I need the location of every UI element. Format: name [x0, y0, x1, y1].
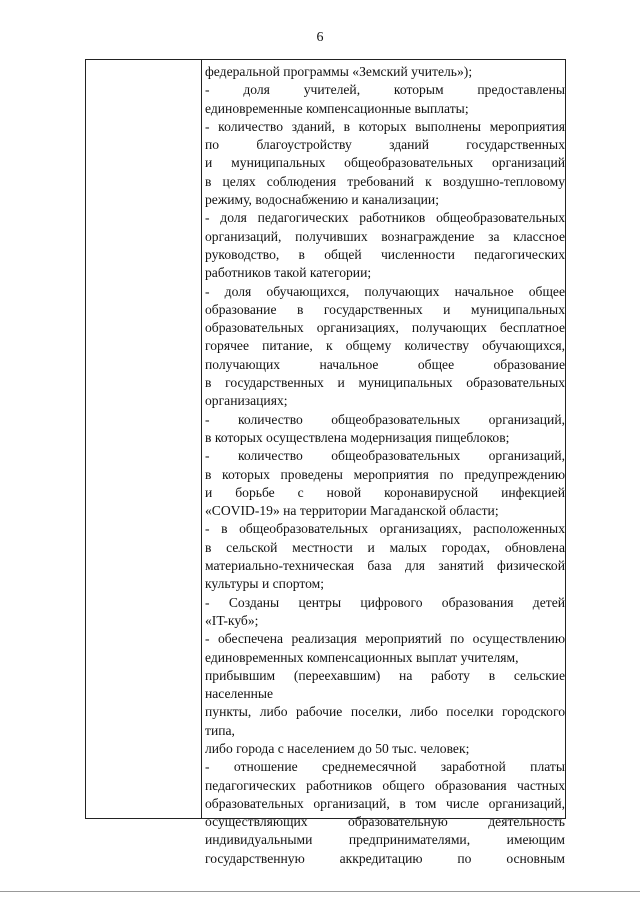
text-line: федеральной программы «Земский учитель»); [205, 64, 473, 79]
text-line: образование в государственных и муниципальных [205, 301, 565, 317]
text-line: в сельской местности и малых городах, обновлена [205, 539, 565, 555]
text-line: горячее питание, к общему количеству обучающихся, [205, 338, 565, 354]
text-line: - доля учителей, которым предоставлены [205, 82, 565, 98]
text-line: руководство, в общей численности педагогических [205, 246, 565, 262]
text-line: материально-техническая база для занятий физической [205, 558, 565, 574]
text-line: - количество общеобразовательных организаций, [205, 448, 565, 464]
text-line: педагогических работников общего образования частных [205, 777, 565, 793]
text-line: либо города с населением до 50 тыс. человек; [205, 740, 470, 756]
table-text-cell [203, 63, 565, 868]
text-line: по благоустройству зданий государственных [205, 137, 565, 153]
text-line: и муниципальных общеобразовательных организаций [205, 155, 565, 171]
footer-rule [0, 891, 640, 892]
text-line: индивидуальными предпринимателями, имеющим [205, 832, 565, 848]
text-line: «IT-куб»; [205, 612, 259, 628]
text-line: пункты, либо рабочие поселки, либо поселки городского [205, 704, 565, 720]
text-line: работников такой категории; [205, 265, 372, 281]
text-line: «COVID-19» на территории Магаданской области; [205, 503, 499, 519]
text-line: образовательных организациях, получающих бесплатное [205, 320, 565, 336]
text-line: получающих начальное общее образование [205, 356, 565, 372]
text-line: прибывшим (переехавшим) на работу в сельские [205, 667, 565, 683]
text-line: типа, [205, 722, 235, 738]
text-line: в которых осуществлена модернизация пищеблоков; [205, 429, 510, 445]
text-line: осуществляющих образовательную деятельность [205, 814, 565, 830]
text-line: - в общеобразовательных организациях, расположенных [205, 521, 565, 537]
text-line: организациях; [205, 393, 288, 409]
text-line: - Созданы центры цифрового образования детей [205, 594, 565, 610]
text-line: единовременных компенсационных выплат учителям, [205, 649, 519, 665]
table-left-column [86, 60, 202, 818]
text-line: в целях соблюдения требований к воздушно-тепловому [205, 173, 565, 189]
text-line: - доля педагогических работников общеобразовательных [205, 210, 565, 226]
page-number: 6 [316, 30, 324, 45]
text-line: образовательных организаций, в том числе организаций, [205, 795, 565, 811]
text-line: в государственных и муниципальных образовательных [205, 375, 565, 391]
text-line: - доля обучающихся, получающих начальное общее [205, 283, 565, 299]
text-line: в которых проведены мероприятия по предупреждению [205, 466, 565, 482]
text-line: культуры и спортом; [205, 576, 325, 592]
text-line: и борьбе с новой коронавирусной инфекцией [205, 484, 565, 500]
text-line: населенные [205, 686, 274, 702]
text-line: - отношение среднемесячной заработной платы [205, 759, 565, 775]
text-line: - количество зданий, в которых выполнены мероприятия [205, 118, 565, 134]
text-line: - количество общеобразовательных организаций, [205, 411, 565, 427]
text-line: организаций, получивших вознаграждение за классное [205, 228, 565, 244]
text-line: - обеспечена реализация мероприятий по осуществлению [205, 631, 565, 647]
text-line: единовременные компенсационные выплаты; [205, 100, 469, 116]
text-line: режиму, водоснабжению и канализации; [205, 192, 439, 208]
document-table [85, 59, 566, 866]
text-line: государственную аккредитацию по основным [205, 850, 565, 866]
